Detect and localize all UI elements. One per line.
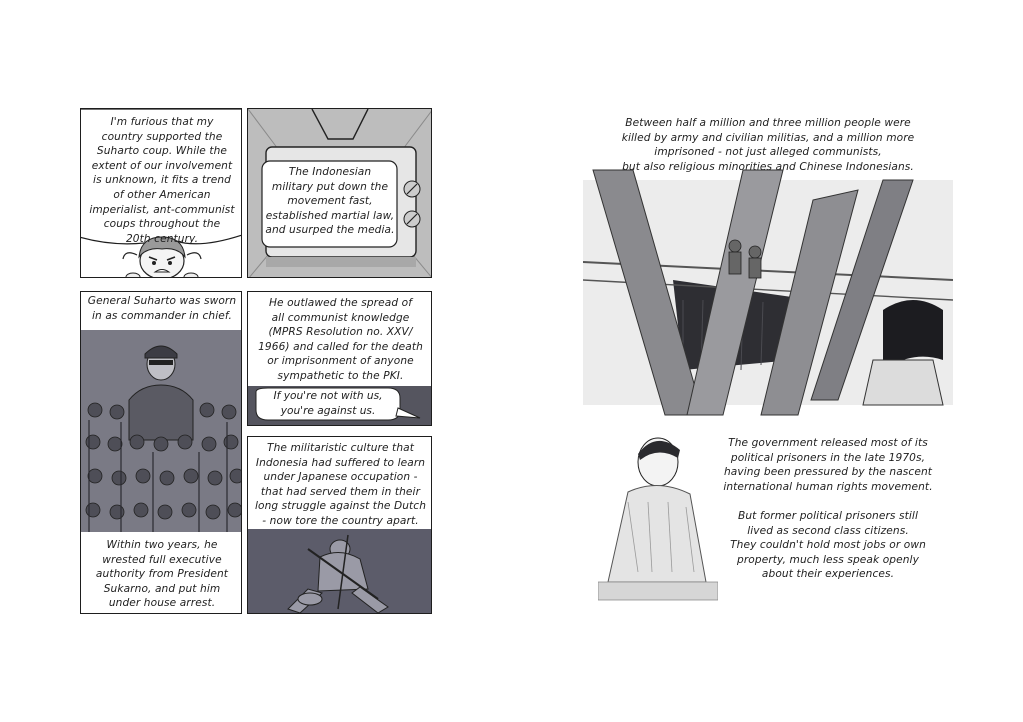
outlaw-caption: He outlawed the spread of all communist knowledge (MPRS Resolution no. XXV/ 1966) and called for the death or imprisonment of anyone sympathetic to the PKI. — [258, 297, 423, 382]
panel-narrator — [80, 108, 242, 278]
suharto-caption-bottom: Within two years, he wrested full executive authority from President Sukarno, and put him under house arrest. — [95, 539, 229, 610]
tv-broadcast-text: The Indonesian military put down the movement fast, established martial law, and usurped the media. — [265, 166, 395, 237]
panel-suharto — [80, 291, 242, 614]
narrator-speech: I'm furious that my country supported the Suharto coup. While the extent of our involvement is unknown, it fits a trend of other American imperialist, ant-communist coups throughout the 20th century. — [89, 116, 235, 245]
panel-militaristic — [247, 436, 432, 614]
panel-outlaw — [247, 291, 432, 426]
suharto-caption-top: General Suharto was sworn in as commander in chief. — [87, 295, 237, 322]
militaristic-caption: The militaristic culture that Indonesia had suffered to learn under Japanese occupation - that had served them in their long struggle against the Dutch - now tore the country apart. — [254, 442, 427, 527]
soldiers-illustration — [81, 330, 242, 532]
panel-tv — [247, 108, 432, 278]
bridge-illustration — [583, 160, 953, 425]
slogan-speech-bubble: If you're not with us, you're against us. — [273, 390, 383, 417]
fighting-illustration — [248, 529, 432, 614]
killings-caption: Between half a million and three million people were killed by army and civilian militias, and a million more imprisoned - not just alleged communists, but also religious minorities and Chinese Indonesians. — [621, 117, 915, 173]
release-caption: The government released most of its political prisoners in the late 1970s, having been pressured by the nascent international human rights movement. But former political prisoners still lived as second class citizens. They couldn't hold most jobs or own property, much less speak openly about their experiences. — [723, 437, 933, 581]
prisoner-illustration — [598, 432, 718, 602]
